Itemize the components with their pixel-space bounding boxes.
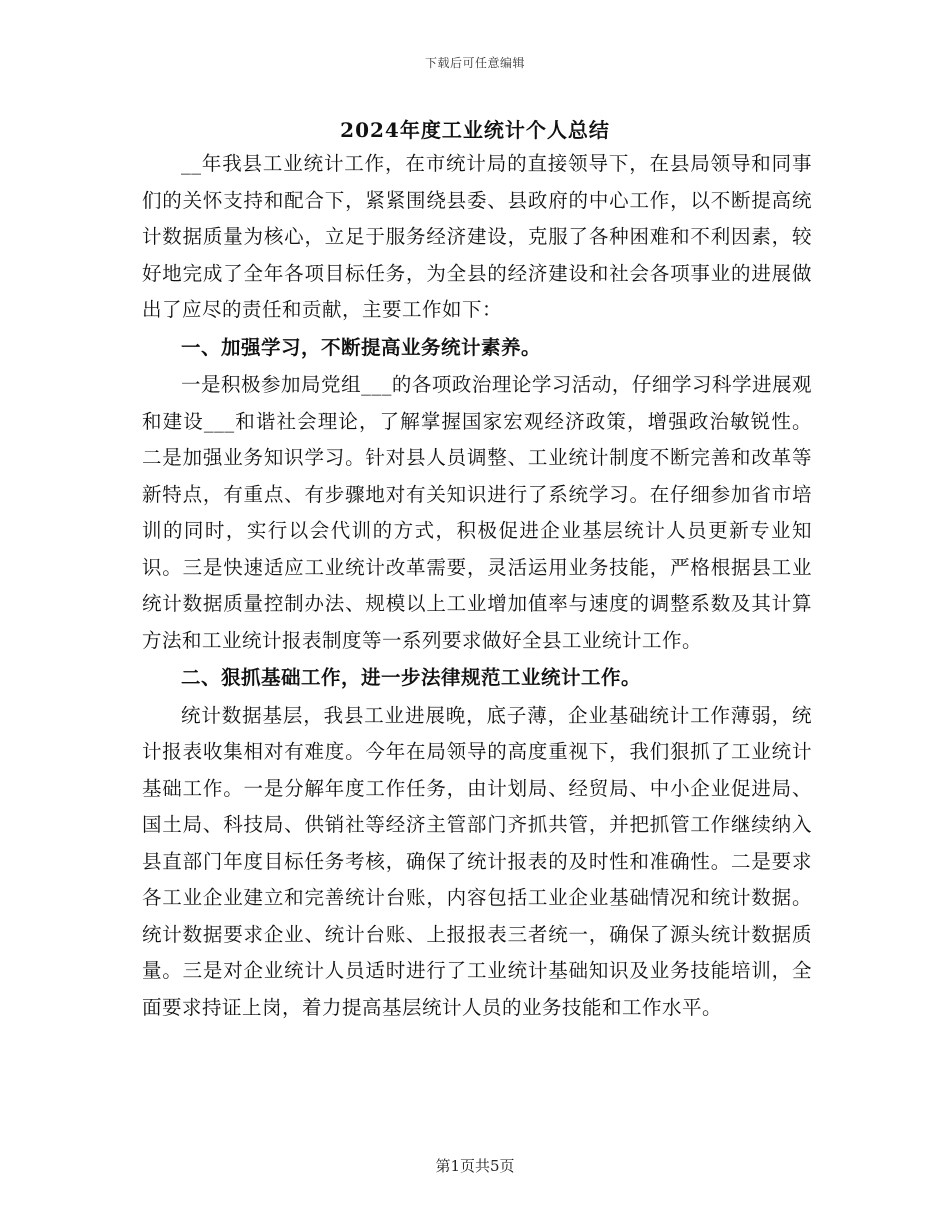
section-2-paragraph: 统计数据基层，我县工业进展晚，底子薄，企业基础统计工作薄弱，统计报表收集相对有难度。今年在局领导的高度重视下，我们狠抓了工业统计基础工作。一是分解年度工作任务，由计划局、经贸局、中小企业促进局、国土局、科技局、供销社等经济主管部门齐抓共管，并把抓管工作继续纳入县直部门年度目标任务考核，确保了统计报表的及时性和准确性。二是要求各工业企业建立和完善统计台账，内容包括工业企业基础情况和统计数据。统计数据要求企业、统计台账、上报报表三者统一，确保了源头统计数据质量。三是对企业统计人员适时进行了工业统计基础知识及业务技能培训，全面要求持证上岗，着力提高基层统计人员的业务技能和工作水平。 [142, 703, 812, 1019]
section-heading-1: 一、加强学习，不断提高业务统计素养。 [181, 335, 542, 359]
document-body [142, 146, 812, 1026]
section-1-paragraph: 一是积极参加局党组___的各项政治理论学习活动，仔细学习科学进展观和建设___和谐社会理论，了解掌握国家宏观经济政策，增强政治敏锐性。二是加强业务知识学习。针对县人员调整、工业统计制度不断完善和改革等新特点，有重点、有步骤地对有关知识进行了系统学习。在仔细参加省市培训的同时，实行以会代训的方式，积极促进企业基层统计人员更新专业知识。三是快速适应工业统计改革需要，灵活运用业务技能，严格根据县工业统计数据质量控制办法、规模以上工业增加值率与速度的调整系数及其计算方法和工业统计报表制度等一系列要求做好全县工业统计工作。 [142, 373, 812, 652]
page-footer: 第1页共5页 [435, 1157, 515, 1175]
document-title: 2024年度工业统计个人总结 [340, 118, 610, 142]
intro-paragraph: __年我县工业统计工作，在市统计局的直接领导下，在县局领导和同事们的关怀支持和配合下，紧紧围绕县委、县政府的中心工作，以不断提高统计数据质量为核心，立足于服务经济建设，克服了各种困难和不利因素，较好地完成了全年各项目标任务，为全县的经济建设和社会各项事业的进展做出了应尽的责任和贡献，主要工作如下： [142, 152, 812, 321]
header-note: 下载后可任意编辑 [424, 56, 525, 70]
section-heading-2: 二、狠抓基础工作，进一步法律规范工业统计工作。 [181, 666, 642, 689]
